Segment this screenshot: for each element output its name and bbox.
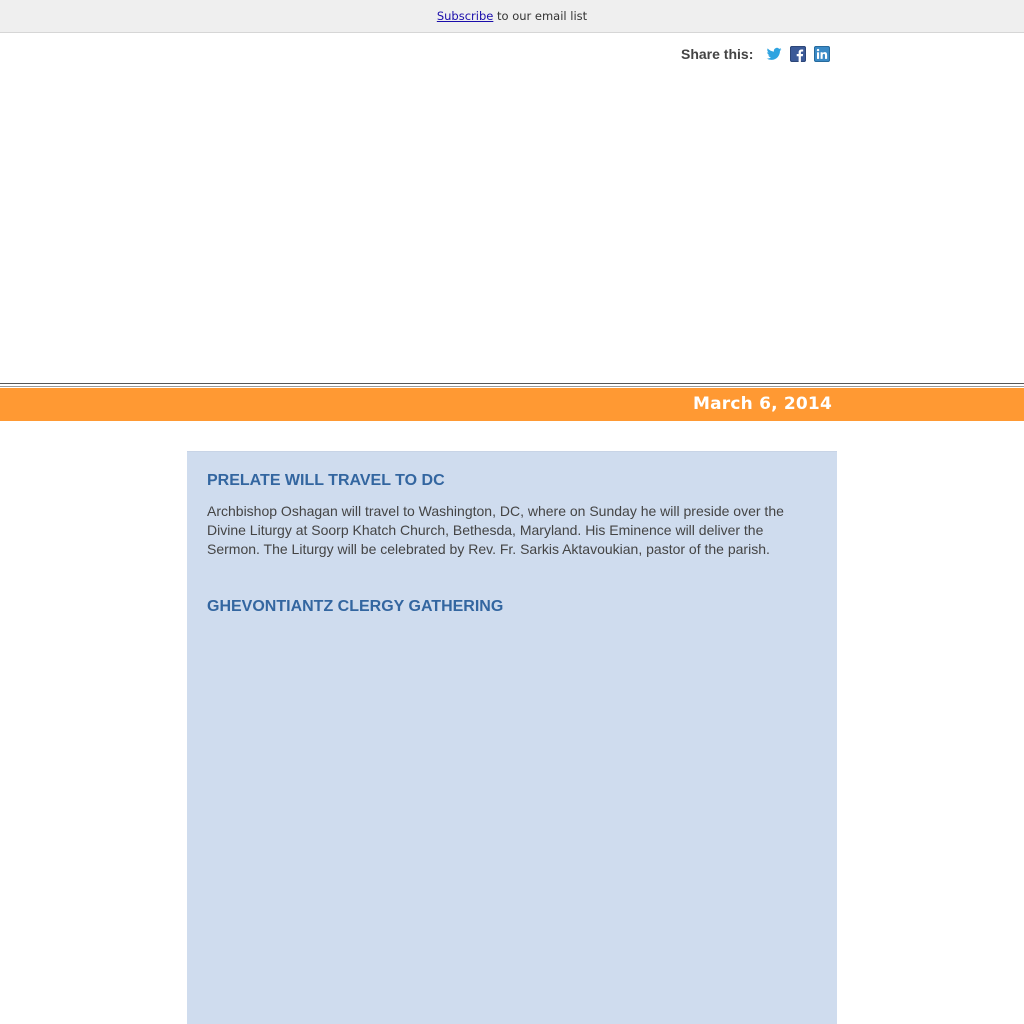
article-prelate-travel: [207, 471, 817, 559]
newsletter-content: [187, 451, 837, 1024]
share-label: Share this:: [681, 46, 754, 62]
article-body: Archbishop Oshagan will travel to Washington, DC, where on Sunday he will preside over the Divine Liturgy at Soorp Khatch Church, Bethesda, Maryland. His Eminence will deliver the Sermon. The Liturgy will be celebrated by Rev. Fr. Sarkis Aktavoukian, pastor of the parish.: [207, 503, 784, 557]
subscribe-text: to our email list: [493, 9, 588, 23]
article-clergy-gathering: [207, 597, 817, 617]
twitter-icon[interactable]: [766, 46, 782, 62]
article-title: GHEVONTIANTZ CLERGY GATHERING: [207, 598, 504, 615]
date-band: [0, 388, 1024, 421]
facebook-icon[interactable]: [790, 46, 806, 62]
header-divider-bottom: [0, 386, 1024, 387]
article-title: PRELATE WILL TRAVEL TO DC: [207, 472, 445, 489]
share-bar: [681, 44, 838, 64]
header-divider-top: [0, 383, 1024, 384]
issue-date: March 6, 2014: [693, 394, 832, 414]
subscribe-link[interactable]: Subscribe: [436, 9, 494, 23]
subscribe-bar: [0, 0, 1024, 33]
linkedin-icon[interactable]: [814, 46, 830, 62]
